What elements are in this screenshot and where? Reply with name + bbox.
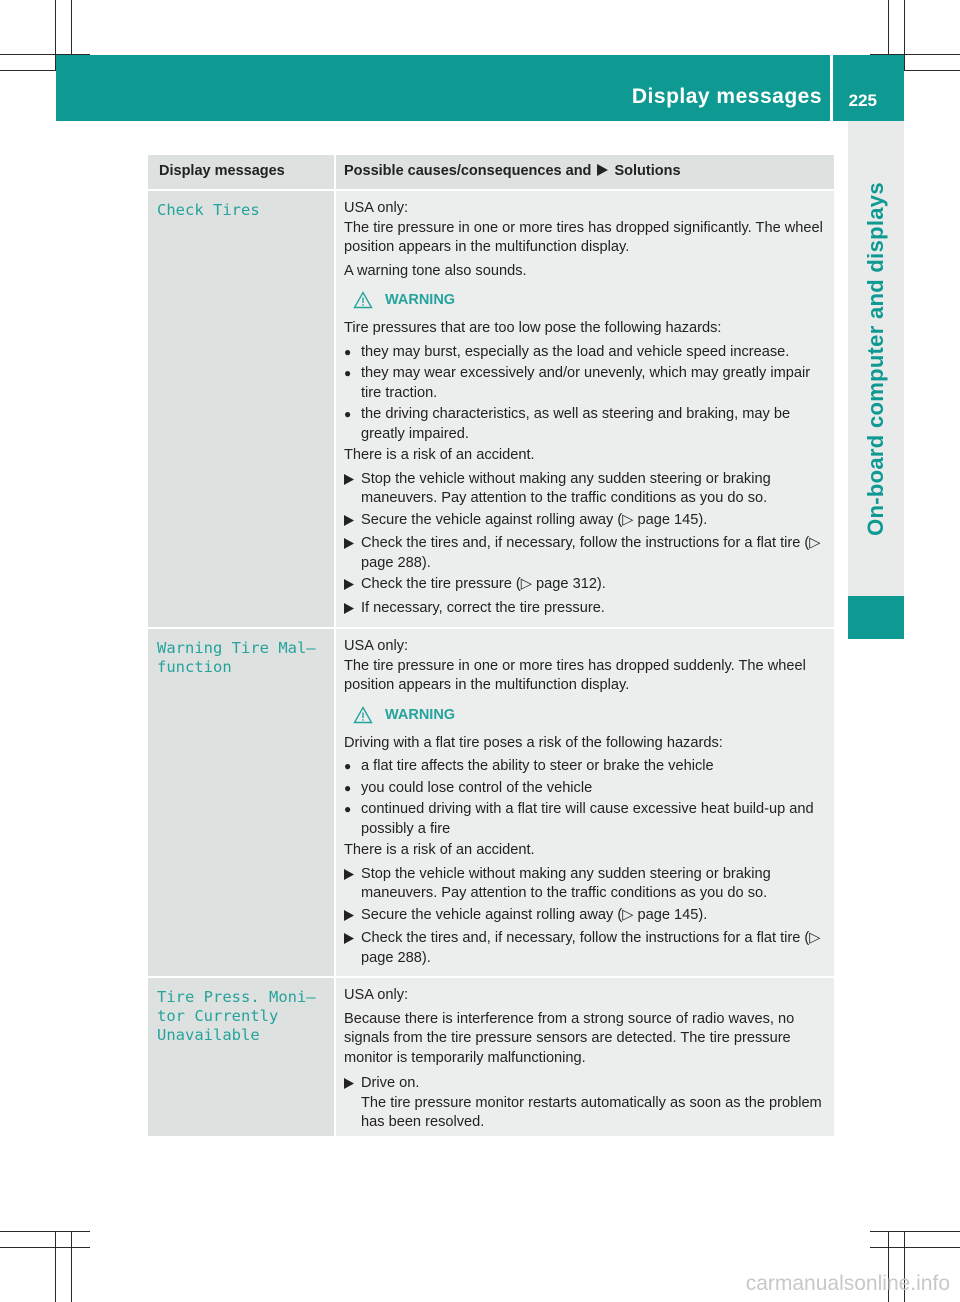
list-item [344,343,828,363]
causes-cell [336,191,834,627]
action-text: Stop the vehicle without making any sudden steering or braking maneuvers. Pay attention to the traffic conditions as you do so. [361,865,771,901]
col-header-causes-text: Possible causes/consequences and [344,163,592,179]
hazard-item: you could lose control of the vehicle [361,779,593,796]
col-header-solutions-text: Solutions [614,163,681,179]
action-arrow-icon [344,515,354,526]
crop-mark [0,1247,90,1248]
display-message [157,986,324,1045]
chapter-tab-label [848,121,904,596]
warning-label: WARNING [385,292,456,308]
display-message [157,199,324,220]
chapter-marker [848,596,904,639]
list-item [344,405,828,444]
crop-mark [55,1231,56,1302]
hazard-intro: Tire pressures that are too low pose the following hazards: [344,320,722,336]
cause-extra: A warning tone also sounds. [344,262,527,279]
list-item [344,364,828,403]
list-item [344,757,828,777]
action-arrow-icon [344,933,354,944]
action-main: Drive on. [361,1075,420,1091]
display-message-line: function [157,658,232,676]
table-header [148,155,834,189]
scope-note: USA only: [344,987,409,1003]
action-step [344,470,828,509]
action-step [344,511,828,533]
message-cell [148,191,334,627]
action-arrow-icon [344,910,354,921]
action-step [344,906,828,928]
action-text: Secure the vehicle against rolling away (▷ page 145). [361,511,708,528]
scope-note: USA only: [344,638,409,654]
action-step [344,575,828,597]
cause-description: Because there is interference from a strong source of radio waves, no signals from the tire pressure sensors are detected. The tire pressure monitor is temporarily malfunctioning. [344,1010,795,1066]
list-item [344,779,828,799]
chapter-title: On-board computer and displays [863,181,888,536]
cause-description: The tire pressure in one or more tires has dropped suddenly. The wheel position appears in the multifunction display. [344,657,806,693]
risk-note: There is a risk of an accident. [344,447,535,463]
cause-description: The tire pressure in one or more tires has dropped significantly. The wheel position appears in the multifunction display. [344,219,823,255]
action-text: If necessary, correct the tire pressure. [361,599,605,616]
page-header [56,55,904,121]
hazard-item: the driving characteristics, as well as steering and braking, may be greatly impaired. [361,406,791,442]
action-arrow-icon [344,579,354,590]
bullet-icon: ● [344,344,352,359]
warning-triangle-icon [353,291,373,309]
action-arrow-icon [344,474,354,485]
crop-mark [870,1247,960,1248]
bullet-icon: ● [344,780,352,795]
action-step [344,534,828,573]
message-cell [148,629,334,976]
action-arrow-icon [344,538,354,549]
action-text: Stop the vehicle without making any sudden steering or braking maneuvers. Pay attention to the traffic conditions as you do so. [361,470,771,506]
watermark: carmanualsonline.info [745,1272,950,1295]
bullet-icon: ● [344,802,352,816]
action-step [344,1074,828,1133]
col-header-messages: Display messages [148,155,334,189]
crop-mark [0,1231,90,1232]
display-message-line: tor Currently [157,1007,279,1025]
warning-triangle-icon [353,706,373,724]
section-title: Display messages [631,85,822,108]
action-arrow-icon [344,1078,354,1089]
display-message-line: Tire Press. Moni– [157,988,316,1006]
action-text: Check the tires and, if necessary, follow the instructions for a flat tire (▷ page 288). [361,930,821,966]
bullet-icon: ● [344,366,352,380]
display-message [157,637,324,677]
hazard-item: continued driving with a flat tire will cause excessive heat build-up and possibly a fire [361,801,814,837]
hazard-item: a flat tire affects the ability to steer or brake the vehicle [361,758,714,774]
action-text: Check the tire pressure (▷ page 312). [361,576,606,592]
action-detail: The tire pressure monitor restarts automatically as soon as the problem has been resolved. [361,1094,822,1130]
crop-mark [904,0,905,70]
action-step [344,865,828,904]
warning-heading [344,706,828,724]
crop-mark [870,1231,960,1232]
warning-label: WARNING [385,706,456,723]
table-row [148,629,834,976]
scope-note: USA only: [344,200,409,216]
risk-note: There is a risk of an accident. [344,842,535,858]
causes-cell [336,978,834,1136]
action-arrow-icon [344,603,354,614]
action-text: Check the tires and, if necessary, follow the instructions for a flat tire (▷ page 288). [361,535,821,571]
list-item [344,800,828,839]
table-row [148,191,834,627]
table-row [148,978,834,1136]
header-divider [830,55,833,121]
causes-cell [336,629,834,976]
crop-mark [71,1231,72,1302]
action-text: Secure the vehicle against rolling away (▷ page 145). [361,906,708,923]
page-number: 225 [848,91,877,110]
action-text [361,1074,828,1133]
message-cell [148,978,334,1136]
action-arrow-icon [344,869,354,880]
display-message-line: Unavailable [157,1026,260,1044]
display-message-line: Check Tires [157,201,260,219]
col-header-causes [336,155,834,189]
bullet-icon: ● [344,407,352,421]
display-messages-table [148,155,834,1136]
hazard-item: they may burst, especially as the load and vehicle speed increase. [361,343,790,360]
hazard-intro: Driving with a flat tire poses a risk of the following hazards: [344,734,723,751]
display-message-line: Warning Tire Mal– [157,639,316,657]
bullet-icon: ● [344,759,352,773]
action-step [344,929,828,968]
action-step [344,599,828,621]
hazard-item: they may wear excessively and/or unevenly, which may greatly impair tire traction. [361,365,811,401]
solution-arrow-icon [597,164,608,176]
warning-heading [344,291,828,309]
